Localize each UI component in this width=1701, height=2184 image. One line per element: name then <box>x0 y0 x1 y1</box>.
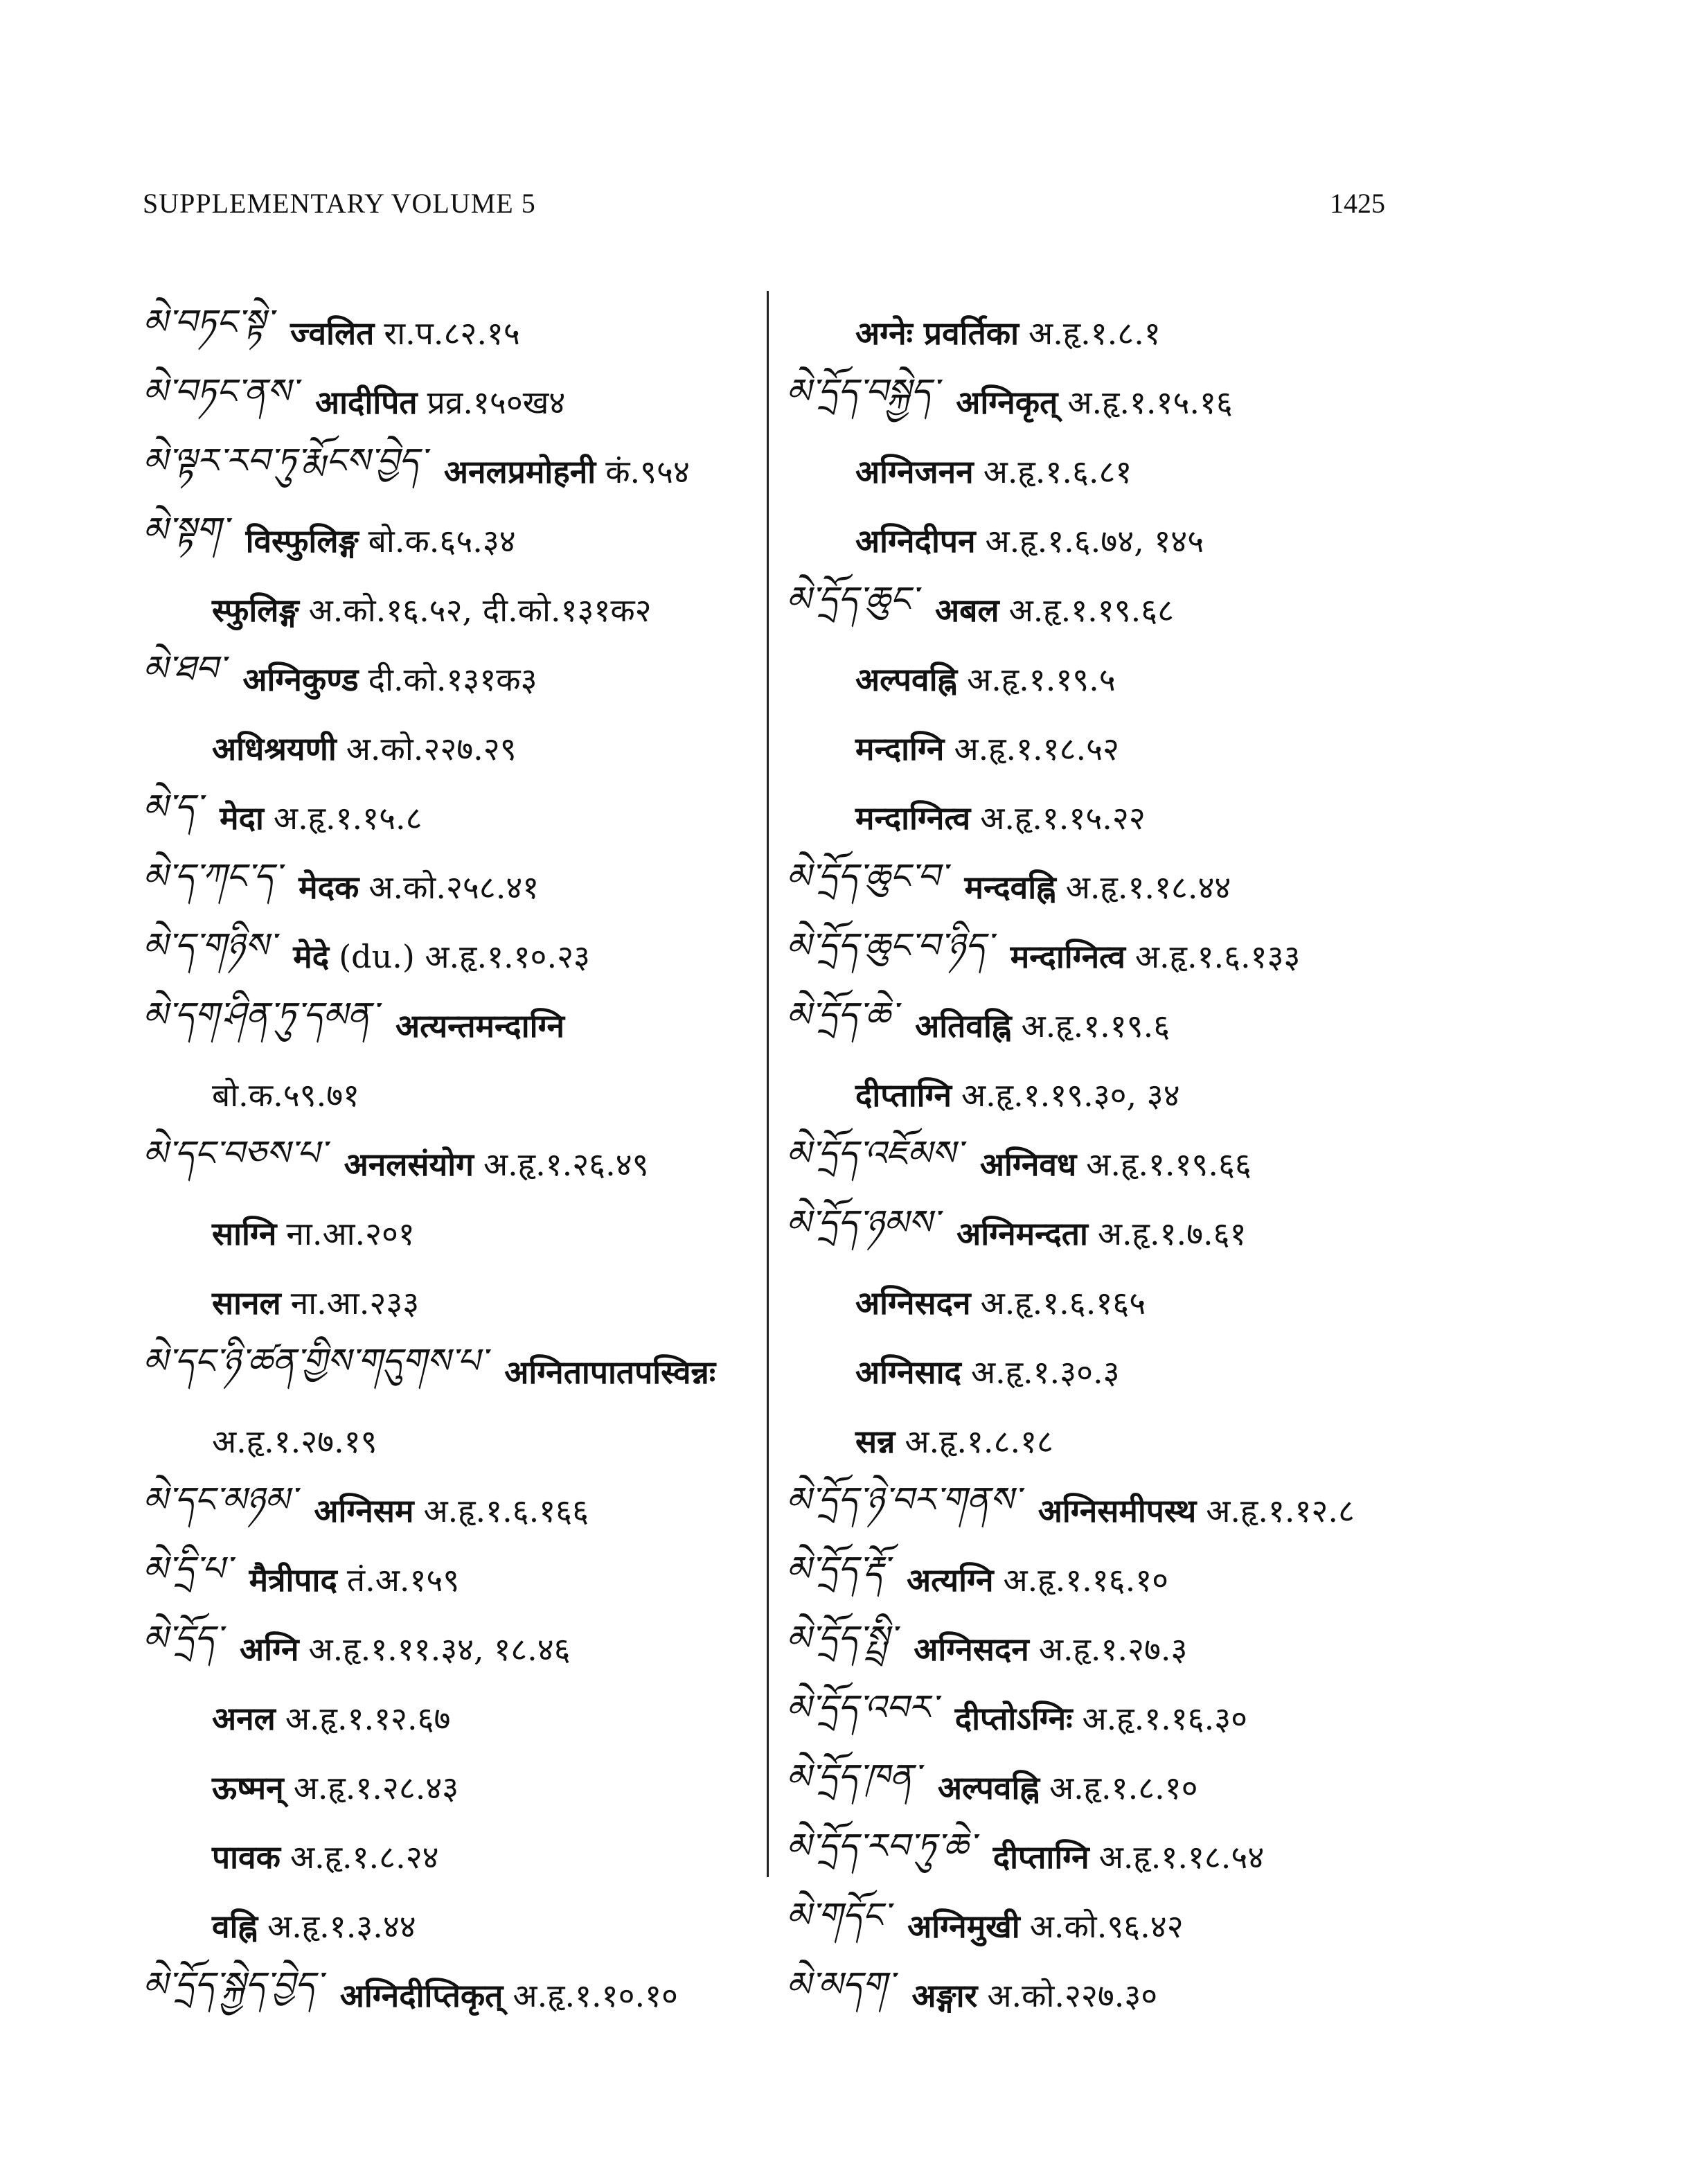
source-reference: अ.हृ.१.१६.१० <box>1003 1561 1169 1599</box>
source-reference: अ.हृ.१.६.८१ <box>983 453 1132 490</box>
sub-entry <box>143 1822 752 1891</box>
source-reference: अ.हृ.१.१२.६७ <box>285 1700 451 1737</box>
dictionary-entry <box>786 991 1409 1060</box>
source-reference: प्रव्र.१५०ख४ <box>427 384 566 421</box>
tibetan-headword: མེ་ལྟར་རབ་ཏུ་རྨོངས་བྱེད་ <box>143 441 426 481</box>
tibetan-headword: མེ་གདོང་ <box>786 1895 890 1935</box>
sanskrit-term: ऊष्मन् <box>212 1769 284 1806</box>
sanskrit-term: अग्निदीपन <box>855 522 976 560</box>
sanskrit-term: सानल <box>212 1284 281 1322</box>
sanskrit-term: मैत्रीपाद <box>249 1561 337 1599</box>
dictionary-entry <box>143 1129 752 1198</box>
tibetan-headword: མེ་དྲོད་འབར་ <box>786 1687 937 1728</box>
sanskrit-term: अनल <box>212 1700 276 1737</box>
tibetan-headword: མེ་བཏང་ནས་ <box>143 371 297 411</box>
sanskrit-term: अग्निजनन <box>855 453 974 490</box>
source-reference: अ.हृ.१.१८.५४ <box>1098 1838 1265 1876</box>
right-column <box>786 298 1409 2030</box>
sub-entry <box>143 575 752 644</box>
source-reference: अ.हृ.१.३.४४ <box>267 1908 416 1945</box>
running-header: SUPPLEMENTARY VOLUME 5 <box>143 188 536 219</box>
source-reference: अ.हृ.१.११.३४, १८.४६ <box>308 1631 571 1668</box>
sub-entry <box>143 1683 752 1752</box>
source-reference: तं.अ.१५९ <box>346 1561 460 1599</box>
source-reference: अ.को.९६.४२ <box>1029 1908 1184 1945</box>
source-reference: अ.हृ.१.७.६१ <box>1097 1215 1247 1252</box>
sanskrit-term: अल्पवह्नि <box>937 1769 1040 1806</box>
source-reference: अ.हृ.१.३०.३ <box>970 1353 1120 1391</box>
sanskrit-term: ज्वलित <box>290 314 375 352</box>
sanskrit-term: अग्निसदन <box>914 1631 1029 1668</box>
sanskrit-term: दीप्तोऽग्निः <box>954 1700 1073 1737</box>
dictionary-entry <box>143 644 752 713</box>
sub-entry <box>143 713 752 783</box>
tibetan-headword: མེ་མདག་ <box>786 1964 894 2005</box>
sanskrit-term: अग्निसम <box>314 1492 414 1529</box>
left-column <box>143 298 752 2030</box>
sub-entry <box>786 1337 1409 1406</box>
dictionary-entry <box>786 1198 1409 1268</box>
source-reference: अ.को.२५८.४१ <box>368 869 540 906</box>
sanskrit-term: मन्दाग्नित्व <box>855 799 971 837</box>
source-reference: अ.हृ.१.१९.६८ <box>1008 592 1175 629</box>
source-reference: अ.हृ.१.१९.५ <box>967 661 1116 698</box>
tibetan-headword: མེ་དང་ཉི་ཚན་གྱིས་གདུགས་པ་ <box>143 1341 487 1381</box>
sanskrit-term: वह्नि <box>212 1908 258 1945</box>
tibetan-headword: མེ་དྲོད་རབ་ཏུ་ཆེ་ <box>786 1826 975 1866</box>
source-reference: अ.हृ.१.१५.२२ <box>980 799 1146 837</box>
sanskrit-term: अङ्गार <box>911 1977 978 2014</box>
tibetan-headword: མེ་དྲོད་ཉམས་ <box>786 1202 939 1243</box>
source-reference: अ.हृ.१.२८.४३ <box>293 1769 459 1806</box>
source-reference: कं.९५४ <box>605 453 690 490</box>
source-reference: अ.हृ.१.१८.४४ <box>1065 869 1231 906</box>
sanskrit-term: अत्यग्नि <box>906 1561 994 1599</box>
sanskrit-term: पावक <box>212 1838 280 1876</box>
tibetan-headword: མེ་དྲོད་ཆུང་བ་ཉིད་ <box>786 925 992 966</box>
dictionary-entry <box>786 575 1409 644</box>
sanskrit-term: आदीपित <box>315 384 418 421</box>
tibetan-headword: མེ་དྲོད་ཆུང་བ་ <box>786 856 947 896</box>
tibetan-headword: མེ་དྲོད་ཆུང་ <box>786 579 917 619</box>
tibetan-headword: མེ་ད་ཀང་ད་ <box>143 856 281 896</box>
sanskrit-term: अग्निकृत् <box>956 384 1058 421</box>
source-reference: ना.आ.२०१ <box>286 1215 415 1252</box>
sanskrit-term: अग्निमुखी <box>907 1908 1020 1945</box>
sanskrit-term: मन्दाग्नि <box>855 730 945 767</box>
source-reference: बो.क.५९.७१ <box>212 1076 360 1114</box>
sanskrit-term: अग्निसाद <box>855 1353 961 1391</box>
dictionary-entry <box>143 1475 752 1545</box>
source-reference: रा.प.८२.१५ <box>384 314 520 352</box>
tibetan-headword: མེ་དྲོད་ཆེ་ <box>786 995 898 1035</box>
sub-entry <box>786 713 1409 783</box>
source-reference: दी.को.१३१क३ <box>368 661 537 698</box>
source-reference: अ.हृ.१.१६.३० <box>1082 1700 1248 1737</box>
source-reference: अ.हृ.१.८.१० <box>1049 1769 1198 1806</box>
source-reference: अ.को.२२७.२९ <box>346 730 517 767</box>
source-reference: अ.हृ.१.६.१३३ <box>1134 938 1301 975</box>
source-reference: अ.हृ.१.८.१ <box>1028 314 1161 352</box>
source-reference: अ.हृ.१.१५.८ <box>273 799 422 837</box>
source-reference: अ.हृ.१.२७.१९ <box>212 1423 377 1460</box>
sanskrit-term: अत्यन्तमन्दाग्नि <box>395 1007 564 1045</box>
source-reference: अ.हृ.१.१०.१० <box>513 1977 678 2014</box>
source-reference: अ.हृ.१.१५.१६ <box>1067 384 1233 421</box>
sub-entry <box>143 1752 752 1822</box>
tibetan-headword: མེ་དང་མཉམ་ <box>143 1480 296 1520</box>
sanskrit-term: अग्नितापातपस्विन्नः <box>504 1353 716 1391</box>
dictionary-entry <box>143 1614 752 1683</box>
source-reference: अ.हृ.१.८.२४ <box>290 1838 439 1876</box>
sanskrit-term: अग्निकुण्ड <box>242 661 359 698</box>
tibetan-headword: མེ་དྲི་པ་ <box>143 1549 231 1589</box>
source-reference: अ.हृ.१.२७.३ <box>1038 1631 1188 1668</box>
source-reference: अ.हृ.१.१२.८ <box>1206 1492 1355 1529</box>
dictionary-entry <box>143 1960 752 2030</box>
tibetan-headword: མེ་དང་བཅས་པ་ <box>143 1133 326 1173</box>
sanskrit-term: साग्नि <box>212 1215 277 1252</box>
source-reference: ना.आ.२३३ <box>290 1284 420 1322</box>
sanskrit-term: अग्नेः प्रवर्तिका <box>855 314 1019 352</box>
tibetan-headword: མེ་དྲོད་ཉེ་བར་གནས་ <box>786 1480 1020 1520</box>
page-number: 1425 <box>1330 188 1385 219</box>
tibetan-headword: མེ་དྲོད་ <box>143 1618 222 1658</box>
source-reference: (du.) अ.हृ.१.१०.२३ <box>339 938 590 975</box>
sanskrit-term: मन्दाग्नित्व <box>1010 938 1125 975</box>
tibetan-headword: མེ་སྟག་ <box>143 510 228 550</box>
tibetan-headword: མེ་བཏང་སྟེ་ <box>143 302 273 342</box>
source-reference: बो.क.६५.३४ <box>368 522 516 560</box>
source-reference: अ.हृ.१.१९.६६ <box>1086 1146 1252 1183</box>
dictionary-entry <box>786 1960 1409 2030</box>
tibetan-headword: མེ་དྲོད་སྤྲི་ <box>786 1618 896 1658</box>
tibetan-headword: མེ་དག་ཤིན་ཏུ་དམན་ <box>143 995 377 1035</box>
tibetan-headword: མེ་དྲོད་སྐྱེད་བྱེད་ <box>143 1964 322 2005</box>
tibetan-headword: མེ་དྲོད་ཁན་ <box>786 1757 920 1797</box>
tibetan-headword: མེ་དྲོད་བསྐྱེད་ <box>786 371 938 411</box>
sanskrit-term: दीप्ताग्नि <box>855 1076 952 1114</box>
dictionary-entry <box>143 991 752 1060</box>
sanskrit-term: अबल <box>934 592 999 629</box>
tibetan-headword: མེ་དྲོད་འཇོམས་ <box>786 1133 962 1173</box>
source-reference: अ.हृ.१.६.१६६ <box>423 1492 589 1529</box>
sanskrit-term: मेदे <box>293 938 330 975</box>
source-reference: अ.हृ.१.१९.६ <box>1021 1007 1170 1045</box>
sanskrit-term: अग्निमन्दता <box>956 1215 1088 1252</box>
sanskrit-term: मेदा <box>220 799 264 837</box>
source-reference: अ.हृ.१.६.१६५ <box>980 1284 1146 1322</box>
sanskrit-term: स्फुलिङ्ग <box>212 592 299 629</box>
sanskrit-term: अग्निसदन <box>855 1284 971 1322</box>
sanskrit-term: मेदक <box>299 869 359 906</box>
sanskrit-term: अग्नि <box>240 1631 299 1668</box>
source-reference: अ.हृ.१.८.१८ <box>905 1423 1053 1460</box>
tibetan-headword: མེ་ད་ <box>143 787 202 827</box>
sanskrit-term: अधिश्रयणी <box>212 730 337 767</box>
sanskrit-term: अग्निवध <box>979 1146 1077 1183</box>
tibetan-headword: མེ་དྲོད་རྡོ་ <box>786 1549 889 1589</box>
source-reference: अ.हृ.१.६.७४, १४५ <box>985 522 1204 560</box>
source-reference: अ.को.१६.५२, दी.को.१३१क२ <box>308 592 652 629</box>
dictionary-entry <box>143 1337 752 1406</box>
source-reference: अ.हृ.१.१९.३०, ३४ <box>961 1076 1180 1114</box>
sanskrit-term: अनलसंयोग <box>344 1146 474 1183</box>
sanskrit-term: मन्दवह्नि <box>964 869 1056 906</box>
sanskrit-term: अतिवह्नि <box>915 1007 1012 1045</box>
sanskrit-term: सन्न <box>855 1423 896 1460</box>
tibetan-headword: མེ་ཐབ་ <box>143 648 225 689</box>
sanskrit-term: अग्निदीप्तिकृत् <box>339 1977 504 2014</box>
source-reference: अ.हृ.१.१८.५२ <box>954 730 1119 767</box>
sanskrit-term: दीप्ताग्नि <box>992 1838 1089 1876</box>
dictionary-entry <box>143 436 752 506</box>
dictionary-entry <box>786 367 1409 436</box>
source-reference: अ.हृ.१.२६.४९ <box>483 1146 649 1183</box>
sanskrit-term: अग्निसमीपस्थ <box>1037 1492 1197 1529</box>
tibetan-headword: མེ་ད་གཉིས་ <box>143 925 276 966</box>
sanskrit-term: अनलप्रमोहनी <box>443 453 596 490</box>
column-divider <box>767 291 769 1877</box>
source-reference: अ.को.२२७.३० <box>987 1977 1158 2014</box>
sanskrit-term: विस्फुलिङ्ग <box>245 522 359 560</box>
sanskrit-term: अल्पवह्नि <box>855 661 958 698</box>
